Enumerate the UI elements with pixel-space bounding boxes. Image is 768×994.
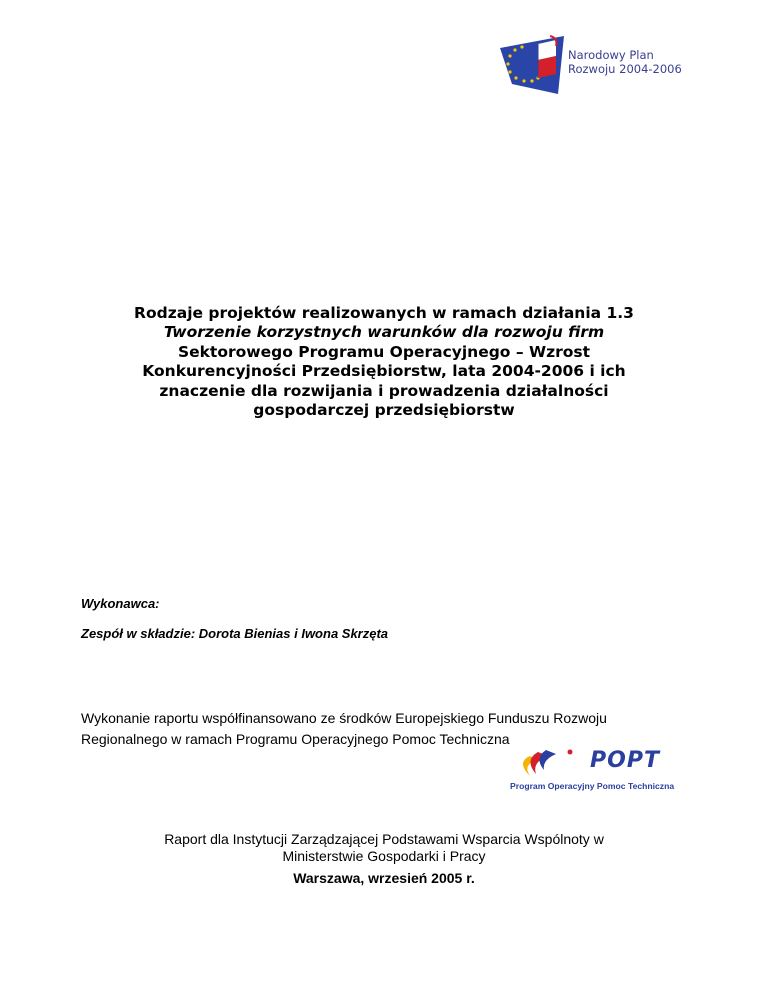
contractor-label: Wykonawca:: [81, 596, 160, 611]
npr-logo: [498, 34, 698, 96]
report-line-1: Raport dla Instytucji Zarządzającej Podstawami Wsparcia Wspólnoty w: [164, 831, 604, 847]
title-line-5: znaczenie dla rozwijania i prowadzenia działalności: [159, 381, 609, 400]
report-recipient: [84, 831, 684, 887]
funding-line-1: Wykonanie raportu współfinansowano ze środków Europejskiego Funduszu Rozwoju: [81, 710, 607, 726]
title-line-1: Rodzaje projektów realizowanych w ramach działania 1.3: [134, 304, 634, 322]
npr-logo-text: [568, 48, 682, 76]
popt-logo: [508, 746, 698, 796]
title-line-6: gospodarczej przedsiębiorstw: [253, 401, 515, 420]
funding-line-2: Regionalnego w ramach Programu Operacyjnego Pomoc Techniczna: [81, 731, 510, 747]
popt-wordmark: POPT: [590, 748, 660, 773]
contractor-section: [81, 596, 388, 656]
report-line-2: Ministerstwie Gospodarki i Pracy: [282, 848, 486, 864]
eu-flag-poland-icon: [498, 34, 570, 96]
funding-statement: [81, 708, 701, 750]
report-title: [100, 304, 668, 420]
title-line-3: Sektorowego Programu Operacyjnego – Wzrost: [177, 342, 591, 361]
popt-logo-icon: [508, 746, 588, 780]
popt-caption: Program Operacyjny Pomoc Techniczna: [510, 781, 675, 791]
contractor-team: Zespół w składzie: Dorota Bienias i Iwona Skrzęta: [81, 626, 389, 641]
title-line-2: Tworzenie korzystnych warunków dla rozwoju firm: [163, 323, 605, 342]
report-place-date: Warszawa, wrzesień 2005 r.: [293, 870, 475, 886]
title-line-4: Konkurencyjności Przedsiębiorstw, lata 2004-2006 i ich: [142, 362, 626, 381]
npr-logo-line2: Rozwoju 2004-2006: [568, 62, 682, 76]
npr-logo-line1: Narodowy Plan: [568, 48, 654, 62]
